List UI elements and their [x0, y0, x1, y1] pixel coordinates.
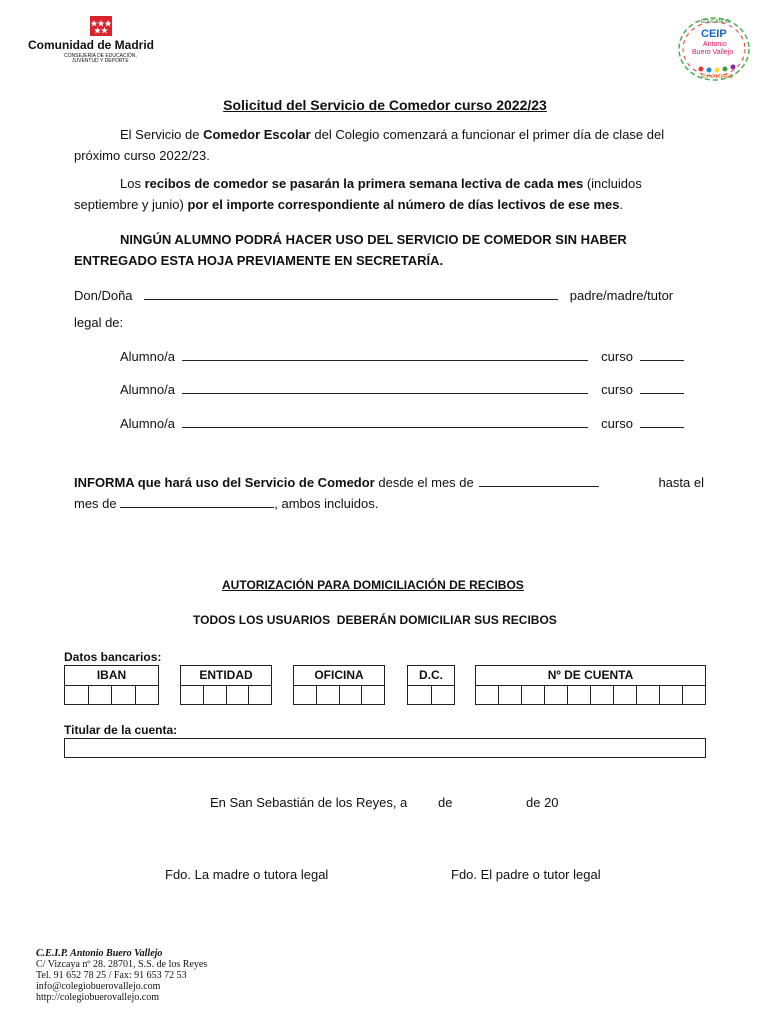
logo-line-1: Antonio [703, 41, 727, 48]
entidad-cell[interactable] [249, 686, 271, 704]
account-cell[interactable] [591, 686, 614, 704]
oficina-cell[interactable] [340, 686, 363, 704]
logo-ring-top-text: EDUCANDO [701, 19, 730, 25]
student-name-field[interactable] [182, 414, 588, 428]
account-cell[interactable] [637, 686, 660, 704]
footer-website[interactable]: http://colegiobuerovallejo.com [36, 992, 160, 1003]
comunidad-madrid-name: Comunidad de Madrid [28, 38, 154, 52]
account-number-box [475, 665, 706, 705]
footer-phone: Tel. 91 652 78 25 / Fax: 91 653 72 53 [36, 970, 187, 981]
parent-name-field[interactable] [144, 286, 558, 300]
oficina-cell[interactable] [294, 686, 317, 704]
signature-place: En San Sebastián de los Reyes, a [210, 795, 408, 810]
entidad-box [180, 665, 272, 705]
course-label: curso [601, 382, 633, 397]
parent-label: padre/madre/tutor [569, 288, 674, 303]
billing-text-2: (incluidos [583, 176, 642, 191]
dc-label: D.C. [408, 666, 454, 686]
account-holder-label: Titular de la cuenta: [64, 723, 178, 737]
billing-text-1: Los [120, 176, 145, 191]
end-month-field[interactable] [120, 494, 274, 508]
student-label: Alumno/a [120, 416, 175, 431]
intro-paragraph [74, 124, 704, 166]
student-row [120, 346, 700, 367]
warning-line-2: ENTREGADO ESTA HOJA PREVIAMENTE EN SECRETARÍA. [74, 253, 444, 268]
course-field[interactable] [640, 380, 684, 394]
school-logo [676, 16, 752, 82]
account-cell[interactable] [614, 686, 637, 704]
account-cell[interactable] [568, 686, 591, 704]
billing-text-3: septiembre y junio) [74, 197, 188, 212]
signature-de-2: de 20 [526, 795, 559, 810]
dc-cell[interactable] [408, 686, 432, 704]
dc-cell[interactable] [432, 686, 455, 704]
account-cell[interactable] [522, 686, 545, 704]
oficina-label: OFICINA [294, 666, 384, 686]
authorization-subtitle: TODOS LOS USUARIOS DEBERÁN DOMICILIAR SUS RECIBOS [193, 613, 557, 627]
iban-cell[interactable] [112, 686, 136, 704]
billing-bold-2: por el importe correspondiente al número de días lectivos de ese mes [187, 197, 620, 212]
footer-school: C.E.I.P. Antonio Buero Vallejo [36, 948, 163, 959]
bank-data-label: Datos bancarios: [64, 650, 162, 664]
logo-title: CEIP [701, 28, 727, 40]
student-row [120, 379, 700, 400]
entidad-cell[interactable] [204, 686, 227, 704]
student-label: Alumno/a [120, 382, 175, 397]
account-cell[interactable] [683, 686, 705, 704]
course-field[interactable] [640, 347, 684, 361]
account-cell[interactable] [545, 686, 568, 704]
logo-ring-bottom-text: EN VALORES [701, 74, 733, 80]
madrid-flag-icon [90, 16, 112, 36]
iban-cell[interactable] [89, 686, 113, 704]
intro-text-2: del Colegio comenzará a funcionar el primer día de clase del [310, 127, 665, 142]
intro-bold: Comedor Escolar [203, 127, 311, 142]
informa-until-text: hasta el [658, 475, 704, 490]
account-cell[interactable] [660, 686, 683, 704]
consejeria-line-1: CONSEJERÍA DE EDUCACIÓN, [64, 53, 137, 59]
comunidad-madrid-logo [28, 16, 178, 64]
student-row [120, 413, 700, 434]
authorization-title: AUTORIZACIÓN PARA DOMICILIACIÓN DE RECIBOS [222, 578, 524, 592]
oficina-cell[interactable] [317, 686, 340, 704]
student-name-field[interactable] [182, 380, 588, 394]
course-label: curso [601, 416, 633, 431]
student-name-field[interactable] [182, 347, 588, 361]
intro-line-2: próximo curso 2022/23. [74, 148, 210, 163]
informa-end-text: , ambos incluidos. [274, 496, 379, 511]
intro-text-1: El Servicio de [120, 127, 204, 142]
entidad-cell[interactable] [181, 686, 204, 704]
father-signature-label: Fdo. El padre o tutor legal [451, 867, 601, 882]
logo-line-2: Buero Vallejo [692, 49, 734, 56]
account-holder-field[interactable] [64, 738, 706, 758]
footer-contact [36, 948, 296, 1003]
informa-bold: INFORMA que hará uso del Servicio de Comedor [74, 475, 375, 490]
account-cell[interactable] [499, 686, 522, 704]
oficina-box [293, 665, 385, 705]
account-cell[interactable] [476, 686, 499, 704]
footer-email[interactable]: info@colegiobuerovallejo.com [36, 981, 161, 992]
don-label: Don/Doña [74, 288, 133, 303]
page-title: Solicitud del Servicio de Comedor curso 2022/23 [223, 97, 547, 113]
parent-row [74, 285, 704, 306]
entidad-label: ENTIDAD [181, 666, 271, 686]
iban-cell[interactable] [136, 686, 159, 704]
billing-paragraph [74, 173, 704, 215]
informa-from-text: desde el mes de [374, 475, 474, 490]
start-month-field[interactable] [479, 473, 599, 487]
legal-label: legal de: [74, 315, 124, 330]
warning-line-1: NINGÚN ALUMNO PODRÁ HACER USO DEL SERVICIO DE COMEDOR SIN HABER [120, 232, 627, 247]
student-label: Alumno/a [120, 349, 175, 364]
footer-address: C/ Vizcaya nº 28. 28701, S.S. de los Reyes [36, 959, 208, 970]
iban-cell[interactable] [65, 686, 89, 704]
account-number-label: Nº DE CUENTA [476, 666, 705, 686]
dc-box [407, 665, 455, 705]
entidad-cell[interactable] [227, 686, 250, 704]
iban-label: IBAN [65, 666, 158, 686]
mother-signature-label: Fdo. La madre o tutora legal [165, 867, 329, 882]
consejeria-line-2: JUVENTUD Y DEPORTE [72, 58, 129, 64]
billing-bold-1: recibos de comedor se pasarán la primera semana lectiva de cada mes [144, 176, 584, 191]
signature-de-1: de [438, 795, 453, 810]
informa-paragraph [74, 472, 704, 514]
course-field[interactable] [640, 414, 684, 428]
billing-text-4: . [619, 197, 624, 212]
iban-box [64, 665, 159, 705]
warning-notice [74, 229, 704, 271]
course-label: curso [601, 349, 633, 364]
oficina-cell[interactable] [362, 686, 384, 704]
informa-month-label: mes de [74, 496, 117, 511]
